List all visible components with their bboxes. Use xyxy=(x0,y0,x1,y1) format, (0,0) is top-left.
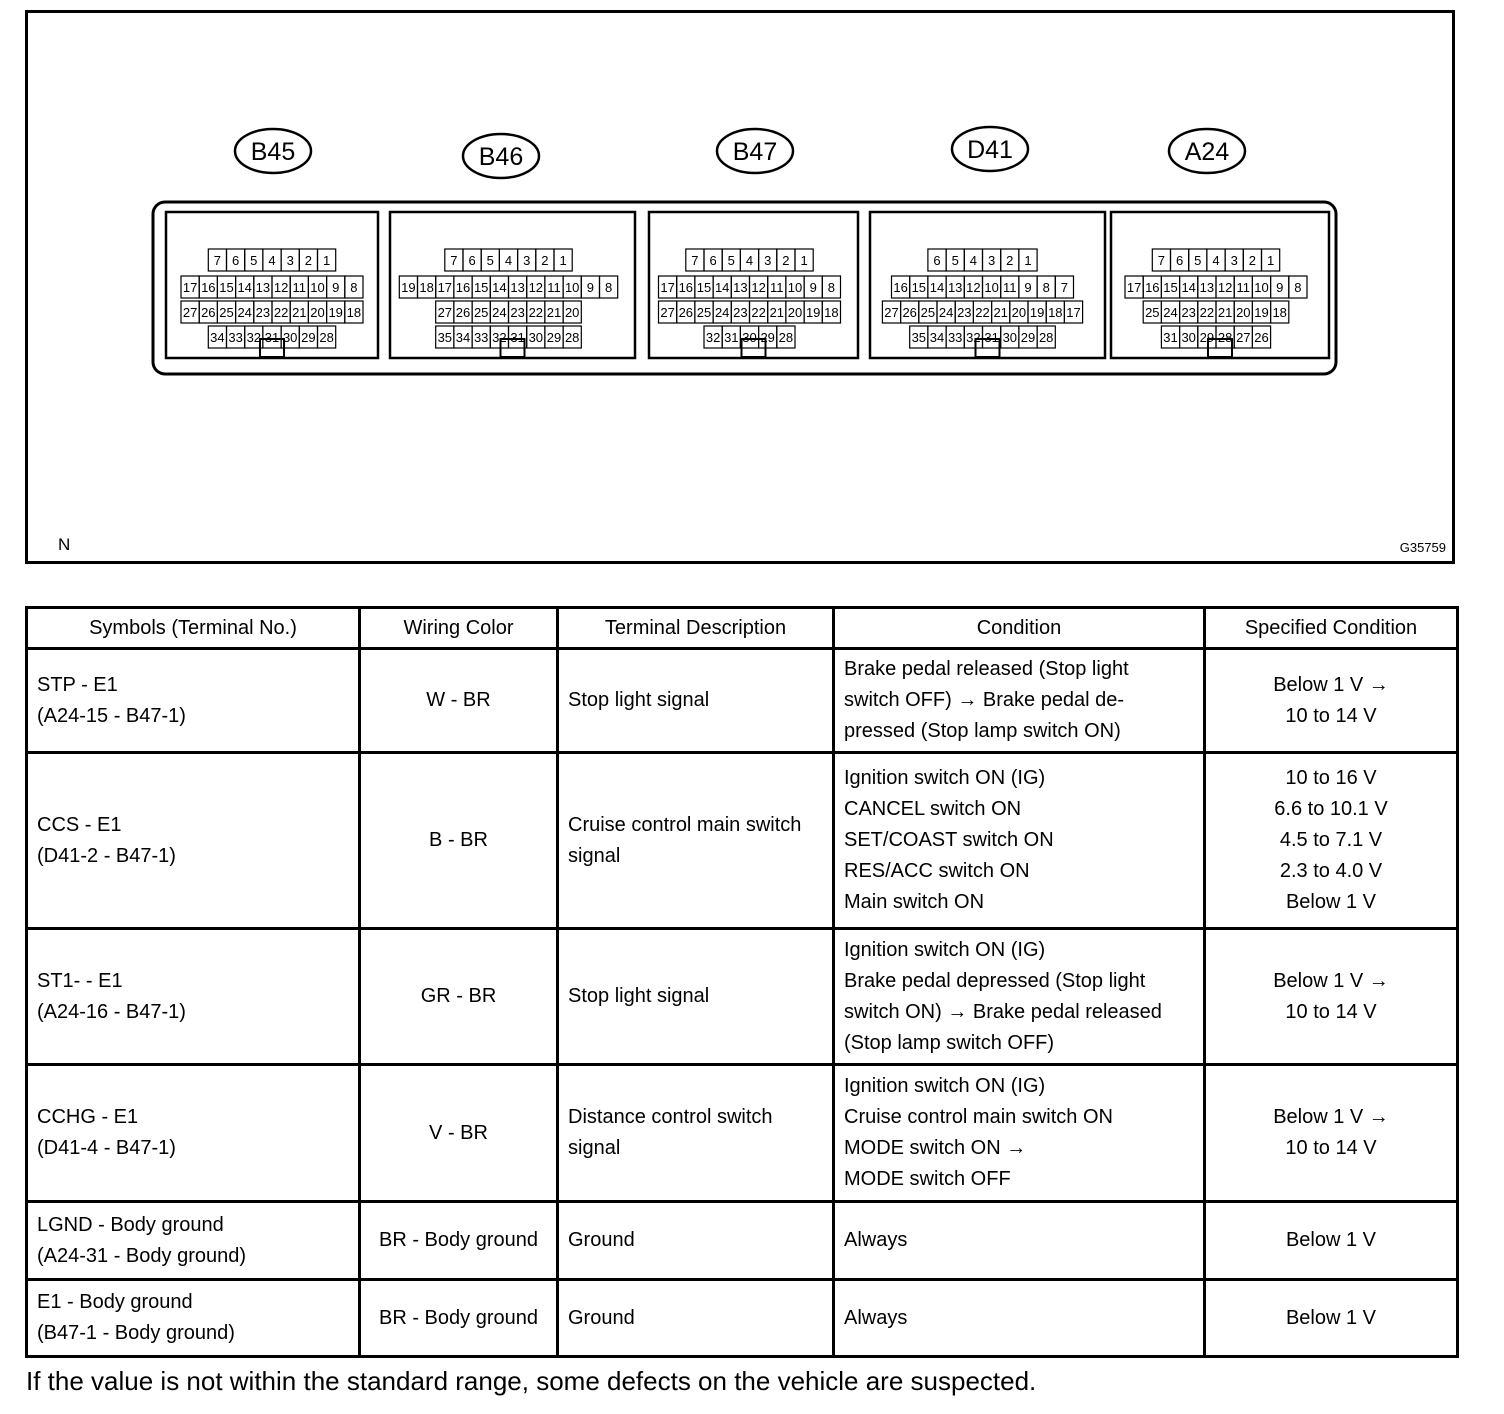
pin-number: 11 xyxy=(292,280,307,295)
pin-number: 2 xyxy=(1006,253,1014,268)
pin-number: 35 xyxy=(911,330,927,345)
pin-number: 23 xyxy=(255,305,271,320)
pin-number: 23 xyxy=(1181,305,1196,320)
pin-number: 16 xyxy=(1145,280,1160,295)
pin-number: 12 xyxy=(966,280,981,295)
pin-number: 24 xyxy=(492,305,507,320)
pin-number: 17 xyxy=(1126,280,1142,295)
pin-number: 35 xyxy=(437,330,453,345)
pin-number: 2 xyxy=(304,253,313,268)
pin-number: 27 xyxy=(437,305,453,320)
pin-number: 22 xyxy=(975,305,990,320)
terminal-number: (D41-4 - B47-1) xyxy=(37,1137,176,1159)
pin-number: 28 xyxy=(564,330,580,345)
terminal-symbol: CCS - E1 xyxy=(37,813,122,836)
terminal-symbol: CCHG - E1 xyxy=(37,1106,139,1128)
terminal-description: Ground xyxy=(568,1306,635,1329)
terminal-number: (A24-16 - B47-1) xyxy=(37,1000,186,1023)
pin-number: 10 xyxy=(310,280,325,295)
symbol-cell xyxy=(27,1065,360,1202)
pin-number: 15 xyxy=(696,280,712,295)
table-row xyxy=(27,1065,1458,1202)
description-cell xyxy=(558,649,834,753)
condition-line: Ignition switch ON (IG) xyxy=(844,1075,1046,1097)
condition-line: CANCEL switch ON xyxy=(844,798,1022,820)
description-cell xyxy=(558,929,834,1065)
pin-number: 1 xyxy=(1024,253,1032,268)
condition-cell xyxy=(834,929,1205,1065)
pin-number: 21 xyxy=(292,305,307,320)
pin-number: 31 xyxy=(264,330,280,345)
pin-number: 29 xyxy=(760,330,775,345)
pin-number: 1 xyxy=(322,253,331,268)
pin-number: 4 xyxy=(1212,253,1220,268)
pin-number: 4 xyxy=(504,253,513,268)
terminal-number: (A24-15 - B47-1) xyxy=(37,704,186,727)
terminal-description: Stop light signal xyxy=(568,985,710,1007)
pin-number: 21 xyxy=(1217,305,1233,320)
wiring-color: BR - Body ground xyxy=(379,1306,538,1329)
pin-number: 11 xyxy=(1003,280,1017,295)
pin-number: 29 xyxy=(546,330,562,345)
pin-number: 33 xyxy=(947,330,963,345)
pin-number: 12 xyxy=(751,280,766,295)
pin-number: 8 xyxy=(1294,280,1302,295)
pin-number: 6 xyxy=(231,253,240,268)
specified-cell xyxy=(1205,929,1458,1065)
pin-number: 16 xyxy=(893,280,908,295)
header-specified-condition: Specified Condition xyxy=(1205,608,1458,649)
table-header-row xyxy=(27,608,1458,649)
wiring-color: V - BR xyxy=(429,1121,488,1144)
figure-id-label: G35759 xyxy=(1399,540,1446,555)
view-code-label: N xyxy=(58,535,71,554)
pin-number: 3 xyxy=(987,253,996,268)
pin-number: 30 xyxy=(528,330,544,345)
condition-line: Main switch ON xyxy=(844,891,985,913)
pin-number: 19 xyxy=(805,305,821,320)
pin-number: 18 xyxy=(346,305,362,320)
pin-number: 14 xyxy=(237,280,252,295)
specified-value: 4.5 to 7.1 V xyxy=(1279,829,1383,851)
pin-number: 19 xyxy=(328,305,343,320)
pin-number: 20 xyxy=(787,305,803,320)
pin-number: 6 xyxy=(709,253,717,268)
symbol-cell xyxy=(27,1202,360,1280)
pin-number: 34 xyxy=(929,330,945,345)
specified-value: 10 to 16 V xyxy=(1285,767,1377,789)
symbol-cell xyxy=(27,753,360,929)
pin-number: 8 xyxy=(604,280,613,295)
pin-number: 26 xyxy=(902,305,917,320)
pin-number: 24 xyxy=(237,305,252,320)
specified-value: Below 1 V → xyxy=(1273,969,1389,992)
pin-number: 31 xyxy=(1163,330,1178,345)
pin-number: 3 xyxy=(764,253,772,268)
connector-label: A24 xyxy=(1184,138,1230,166)
pin-number: 25 xyxy=(219,305,234,320)
pin-number: 5 xyxy=(1194,253,1202,268)
pin-number: 5 xyxy=(250,253,258,268)
pin-number: 1 xyxy=(559,253,567,268)
pin-number: 7 xyxy=(1157,253,1166,268)
pin-number: 28 xyxy=(1217,330,1233,345)
pin-number: 16 xyxy=(201,280,216,295)
pin-number: 29 xyxy=(301,330,316,345)
pin-number: 31 xyxy=(724,330,739,345)
pin-number: 34 xyxy=(210,330,225,345)
pin-number: 32 xyxy=(492,330,507,345)
pin-number: 26 xyxy=(201,305,216,320)
pin-number: 22 xyxy=(273,305,289,320)
pin-number: 1 xyxy=(800,253,808,268)
table-row xyxy=(27,929,1458,1065)
pin-number: 4 xyxy=(745,253,754,268)
pin-number: 25 xyxy=(473,305,489,320)
pin-number: 7 xyxy=(213,253,222,268)
pin-number: 19 xyxy=(401,280,416,295)
pin-number: 31 xyxy=(984,330,999,345)
pin-number: 27 xyxy=(1236,330,1251,345)
wiring-color-cell xyxy=(360,1065,558,1202)
pin-number: 17 xyxy=(182,280,198,295)
pin-number: 21 xyxy=(546,305,562,320)
specified-cell xyxy=(1205,1280,1458,1357)
condition-line: Ignition switch ON (IG) xyxy=(844,767,1046,789)
terminal-description: Ground xyxy=(568,1229,635,1251)
pin-number: 8 xyxy=(350,280,358,295)
pin-number: 2 xyxy=(541,253,549,268)
pin-number: 16 xyxy=(678,280,694,295)
terminal-description: Stop light signal xyxy=(568,689,710,711)
pin-number: 20 xyxy=(1011,305,1027,320)
pin-number: 30 xyxy=(742,330,757,345)
condition-line: switch OFF) → Brake pedal de- xyxy=(844,689,1125,711)
connector-b46 xyxy=(390,134,635,358)
pin-number: 7 xyxy=(1060,280,1069,295)
specified-value: Below 1 V → xyxy=(1273,1106,1389,1128)
condition-cell xyxy=(834,1280,1205,1357)
table-row xyxy=(27,1280,1458,1357)
specified-cell xyxy=(1205,1202,1458,1280)
pin-number: 9 xyxy=(332,280,340,295)
pin-number: 26 xyxy=(678,305,694,320)
pin-number: 25 xyxy=(1145,305,1160,320)
pin-number: 17 xyxy=(1066,305,1081,320)
terminal-symbol: ST1- - E1 xyxy=(37,969,123,992)
condition-line: pressed (Stop lamp switch ON) xyxy=(844,720,1121,742)
pin-number: 28 xyxy=(319,330,334,345)
connector-diagram xyxy=(25,10,1455,564)
specified-value: 2.3 to 4.0 V xyxy=(1279,860,1383,882)
specified-cell xyxy=(1205,753,1458,929)
specified-value: 10 to 14 V xyxy=(1285,1137,1377,1159)
pin-number: 9 xyxy=(586,280,595,295)
specified-value: 10 to 14 V xyxy=(1285,1000,1377,1023)
condition-line: Cruise control main switch ON xyxy=(844,1106,1113,1128)
pin-number: 12 xyxy=(528,280,544,295)
pin-number: 11 xyxy=(1236,280,1251,295)
pin-number: 30 xyxy=(282,330,298,345)
pin-number: 17 xyxy=(660,280,675,295)
connector-d41 xyxy=(870,127,1105,358)
pin-number: 33 xyxy=(473,330,489,345)
terminal-symbol: STP - E1 xyxy=(37,673,118,696)
pin-number: 15 xyxy=(473,280,489,295)
condition-line: MODE switch OFF xyxy=(844,1168,1011,1190)
header-condition: Condition xyxy=(834,608,1205,649)
specified-cell xyxy=(1205,649,1458,753)
connector-label: D41 xyxy=(967,136,1013,164)
pin-number: 6 xyxy=(933,253,941,268)
connector-b45 xyxy=(166,129,378,358)
pin-number: 13 xyxy=(733,280,748,295)
pin-number: 13 xyxy=(510,280,525,295)
terminal-spec-table xyxy=(25,606,1459,1358)
pin-number: 27 xyxy=(182,305,198,320)
condition-cell xyxy=(834,649,1205,753)
pin-number: 13 xyxy=(947,280,963,295)
condition-line: RES/ACC switch ON xyxy=(844,860,1030,882)
header-terminal-description: Terminal Description xyxy=(558,608,834,649)
pin-number: 14 xyxy=(492,280,507,295)
pin-number: 24 xyxy=(938,305,954,320)
pin-number: 10 xyxy=(564,280,580,295)
pin-number: 29 xyxy=(1199,330,1215,345)
pin-number: 20 xyxy=(564,305,580,320)
pin-number: 18 xyxy=(824,305,839,320)
table-row xyxy=(27,649,1458,753)
specified-value: Below 1 V xyxy=(1285,1306,1377,1329)
condition-line: MODE switch ON → xyxy=(844,1137,1027,1159)
condition-line: Ignition switch ON (IG) xyxy=(844,938,1046,961)
condition-line: switch ON) → Brake pedal released xyxy=(844,1000,1162,1023)
pin-number: 18 xyxy=(419,280,434,295)
connector-label: B47 xyxy=(732,138,778,166)
pin-number: 19 xyxy=(1029,305,1045,320)
pin-number: 30 xyxy=(1181,330,1196,345)
connector-label: B46 xyxy=(478,143,524,171)
pin-number: 17 xyxy=(437,280,453,295)
pin-number: 23 xyxy=(510,305,525,320)
connector-b47 xyxy=(649,129,858,358)
pin-number: 19 xyxy=(1254,305,1269,320)
pin-number: 13 xyxy=(1199,280,1215,295)
condition-cell xyxy=(834,753,1205,929)
pin-number: 10 xyxy=(787,280,803,295)
condition-line: Brake pedal depressed (Stop light xyxy=(844,969,1146,992)
pin-number: 28 xyxy=(1038,330,1054,345)
pin-number: 32 xyxy=(705,330,721,345)
wiring-color: GR - BR xyxy=(420,985,497,1007)
pin-number: 11 xyxy=(770,280,784,295)
pin-number: 24 xyxy=(1163,305,1178,320)
condition-line: Always xyxy=(844,1306,908,1329)
pin-number: 7 xyxy=(450,253,458,268)
terminal-symbol: E1 - Body ground xyxy=(37,1291,193,1313)
connector-label: B45 xyxy=(250,138,296,166)
pin-number: 10 xyxy=(984,280,999,295)
pin-number: 20 xyxy=(1236,305,1251,320)
pin-number: 27 xyxy=(660,305,675,320)
pin-number: 3 xyxy=(1230,253,1238,268)
pin-number: 34 xyxy=(455,330,471,345)
terminal-description: Cruise control main switch signal xyxy=(568,813,802,867)
pin-number: 4 xyxy=(969,253,978,268)
pin-number: 15 xyxy=(911,280,927,295)
pin-number: 23 xyxy=(957,305,972,320)
specified-value: Below 1 V xyxy=(1285,891,1377,913)
pin-number: 30 xyxy=(1002,330,1018,345)
pin-number: 15 xyxy=(1163,280,1178,295)
pin-number: 6 xyxy=(1175,253,1184,268)
pin-number: 8 xyxy=(827,280,836,295)
pin-number: 3 xyxy=(286,253,294,268)
header-wiring-color: Wiring Color xyxy=(360,608,558,649)
wiring-color-cell xyxy=(360,649,558,753)
pin-number: 1 xyxy=(1266,253,1275,268)
terminal-number: (A24-31 - Body ground) xyxy=(37,1244,247,1267)
pin-number: 32 xyxy=(246,330,262,345)
pin-number: 22 xyxy=(751,305,766,320)
condition-line: (Stop lamp switch OFF) xyxy=(844,1031,1055,1054)
pin-number: 12 xyxy=(273,280,289,295)
specified-cell xyxy=(1205,1065,1458,1202)
pin-number: 2 xyxy=(1248,253,1257,268)
description-cell xyxy=(558,753,834,929)
table-row xyxy=(27,753,1458,929)
pin-number: 26 xyxy=(455,305,471,320)
specified-value: Below 1 V → xyxy=(1273,673,1389,696)
pin-number: 20 xyxy=(310,305,325,320)
pin-number: 31 xyxy=(510,330,525,345)
description-cell xyxy=(558,1065,834,1202)
pin-number: 27 xyxy=(884,305,899,320)
pin-number: 18 xyxy=(1272,305,1287,320)
pin-number: 10 xyxy=(1254,280,1269,295)
pin-number: 24 xyxy=(714,305,730,320)
wiring-color-cell xyxy=(360,1202,558,1280)
pin-number: 14 xyxy=(1181,280,1196,295)
header-symbols: Symbols (Terminal No.) xyxy=(27,608,360,649)
pin-number: 2 xyxy=(782,253,790,268)
pin-number: 33 xyxy=(228,330,243,345)
pin-number: 5 xyxy=(951,253,959,268)
wiring-color-cell xyxy=(360,929,558,1065)
pin-number: 9 xyxy=(1024,280,1032,295)
pin-number: 12 xyxy=(1217,280,1233,295)
pin-number: 5 xyxy=(486,253,494,268)
terminal-description: Distance control switch signal xyxy=(568,1106,773,1159)
condition-line: Always xyxy=(844,1229,908,1251)
pin-number: 29 xyxy=(1020,330,1036,345)
specified-value: Below 1 V xyxy=(1285,1229,1377,1251)
symbol-cell xyxy=(27,1280,360,1357)
terminal-symbol: LGND - Body ground xyxy=(37,1213,224,1236)
symbol-cell xyxy=(27,649,360,753)
pin-number: 32 xyxy=(966,330,981,345)
table-row xyxy=(27,1202,1458,1280)
pin-number: 6 xyxy=(468,253,476,268)
condition-line: Brake pedal released (Stop light xyxy=(844,658,1129,680)
condition-cell xyxy=(834,1065,1205,1202)
description-cell xyxy=(558,1202,834,1280)
terminal-number: (D41-2 - B47-1) xyxy=(37,844,176,867)
pin-number: 21 xyxy=(993,305,1008,320)
pin-number: 26 xyxy=(1254,330,1269,345)
symbol-cell xyxy=(27,929,360,1065)
specified-value: 6.6 to 10.1 V xyxy=(1274,798,1388,820)
pin-number: 11 xyxy=(547,280,561,295)
pin-number: 25 xyxy=(920,305,936,320)
pin-number: 22 xyxy=(528,305,544,320)
pin-number: 5 xyxy=(727,253,735,268)
description-cell xyxy=(558,1280,834,1357)
pin-number: 9 xyxy=(809,280,817,295)
pin-number: 21 xyxy=(769,305,785,320)
connector-a24 xyxy=(1111,129,1329,358)
pin-number: 23 xyxy=(733,305,748,320)
footnote: If the value is not within the standard range, some defects on the vehicle are suspected. xyxy=(26,1366,1037,1396)
pin-number: 14 xyxy=(929,280,945,295)
wiring-color-cell xyxy=(360,1280,558,1357)
pin-number: 8 xyxy=(1042,280,1050,295)
pin-number: 13 xyxy=(255,280,271,295)
wiring-color: BR - Body ground xyxy=(379,1229,538,1251)
pin-number: 28 xyxy=(778,330,794,345)
pin-number: 25 xyxy=(696,305,712,320)
pin-number: 3 xyxy=(523,253,531,268)
pin-number: 7 xyxy=(691,253,699,268)
pin-number: 14 xyxy=(714,280,730,295)
pin-number: 18 xyxy=(1048,305,1063,320)
wiring-color: W - BR xyxy=(426,689,491,711)
connector-drawing xyxy=(28,13,1452,561)
condition-line: SET/COAST switch ON xyxy=(844,829,1054,851)
specified-value: 10 to 14 V xyxy=(1285,704,1377,727)
terminal-number: (B47-1 - Body ground) xyxy=(37,1322,235,1344)
pin-number: 16 xyxy=(455,280,471,295)
wiring-color-cell xyxy=(360,753,558,929)
wiring-color: B - BR xyxy=(429,829,488,851)
pin-number: 4 xyxy=(268,253,276,268)
pin-number: 15 xyxy=(219,280,234,295)
condition-cell xyxy=(834,1202,1205,1280)
pin-number: 9 xyxy=(1276,280,1284,295)
pin-number: 22 xyxy=(1199,305,1215,320)
